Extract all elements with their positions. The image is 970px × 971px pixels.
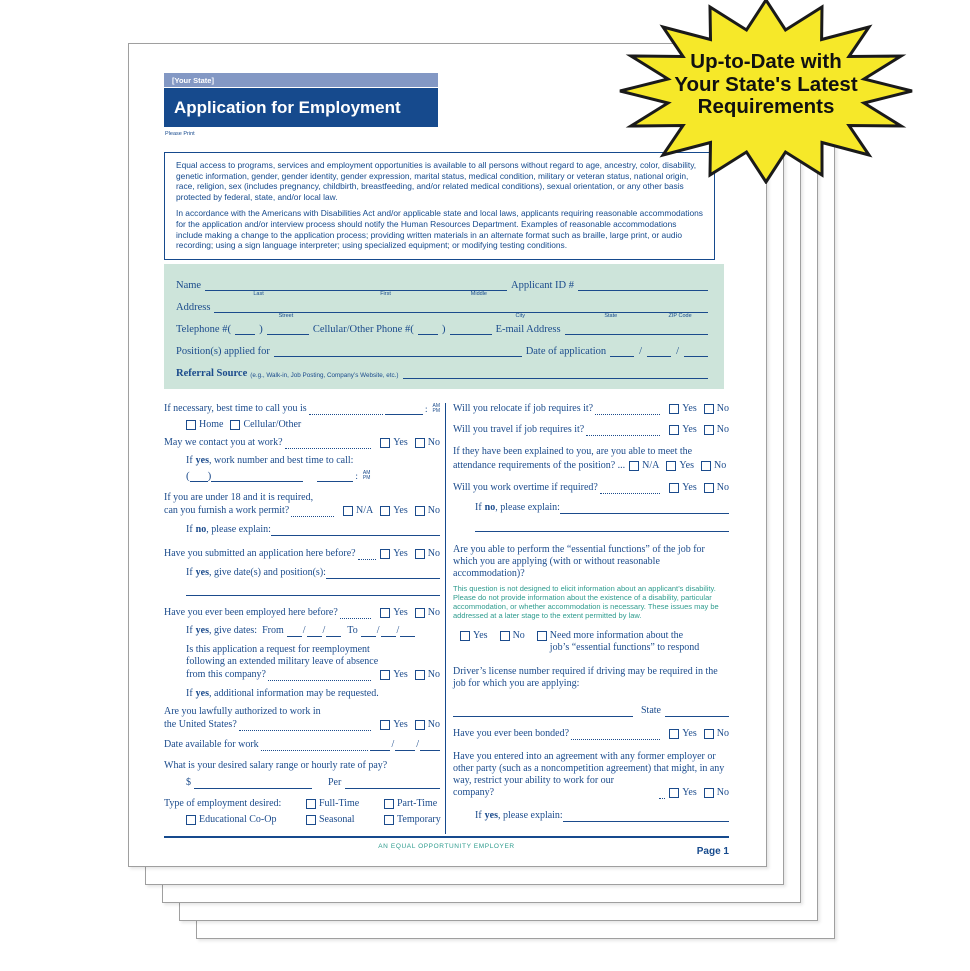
slash: / xyxy=(376,624,380,636)
date-month-field[interactable] xyxy=(610,345,634,357)
applicant-id-field[interactable] xyxy=(578,279,708,291)
checkbox-temporary[interactable] xyxy=(384,815,394,825)
checkbox-yes-label: Yes xyxy=(393,436,408,448)
work-number-fields xyxy=(186,470,440,482)
checkbox-no[interactable] xyxy=(701,461,711,471)
checkbox-yes[interactable] xyxy=(669,729,679,739)
checkbox-no[interactable] xyxy=(415,670,425,680)
question-text: the United States? xyxy=(164,718,237,730)
keyword-yes: yes xyxy=(195,454,210,466)
note-text: , additional information may be requested. xyxy=(209,687,379,699)
pm-label: PM xyxy=(432,408,440,415)
dotted-leader xyxy=(586,427,660,436)
address-sub-state: State xyxy=(604,312,618,319)
question-text: from this company? xyxy=(186,668,266,680)
work-number-field[interactable] xyxy=(211,473,303,482)
referral-label: Referral Source xyxy=(176,367,248,379)
checkbox-need-more-info-label xyxy=(550,630,699,654)
checkbox-no-label: No xyxy=(427,606,440,618)
checkbox-full-time-label: Full-Time xyxy=(319,797,360,809)
slash: / xyxy=(676,345,679,357)
slash: / xyxy=(391,738,395,750)
from-label: From xyxy=(262,624,284,636)
subquestion-permit-explain xyxy=(186,524,440,536)
state-label: State xyxy=(641,704,661,716)
question-text: Will you travel if job requires it? xyxy=(453,423,585,435)
address-label: Address xyxy=(176,301,211,313)
question-agreement-line2: other party (such as a noncompetition agreement) that might, in any xyxy=(453,762,725,774)
question-reemployment-line3 xyxy=(186,669,440,681)
license-state-field[interactable] xyxy=(665,708,729,717)
address-sub-city: City xyxy=(515,312,525,319)
checkbox-yes-label: Yes xyxy=(682,423,697,435)
dotted-leader xyxy=(309,406,383,415)
time-field[interactable] xyxy=(385,406,423,415)
address-row xyxy=(176,301,712,319)
applicant-id-label: Applicant ID # xyxy=(511,279,574,291)
work-area-field[interactable] xyxy=(190,473,208,482)
work-time-field[interactable] xyxy=(317,473,353,482)
subquestion-text: , please explain: xyxy=(495,501,560,513)
name-sub-first: First xyxy=(380,290,391,297)
overtime-explain-line2 xyxy=(475,523,729,532)
question-salary: What is your desired salary range or hourly rate of pay? xyxy=(164,759,388,771)
checkbox-yes-label: Yes xyxy=(682,402,697,414)
explain-field[interactable] xyxy=(271,527,440,536)
form-header xyxy=(164,73,438,127)
telephone-label: Telephone # xyxy=(176,323,228,335)
checkbox-no-label: No xyxy=(716,402,729,414)
dotted-leader xyxy=(261,742,369,751)
checkbox-yes-label: Yes xyxy=(682,727,697,739)
checkbox-no[interactable] xyxy=(415,549,425,559)
blank-line[interactable] xyxy=(186,587,440,596)
date-of-application-label: Date of application xyxy=(525,345,607,357)
question-lawful-line1: Are you lawfully authorized to work in xyxy=(164,705,321,717)
question-text: way, restrict your ability to work for our company? xyxy=(453,774,614,798)
question-overtime xyxy=(453,482,729,494)
questions-right-column xyxy=(445,403,729,834)
telephone-area-field[interactable] xyxy=(235,323,255,335)
checkbox-yes[interactable] xyxy=(669,788,679,798)
name-label: Name xyxy=(176,279,202,291)
positions-field[interactable] xyxy=(274,345,522,357)
dotted-leader xyxy=(595,406,660,415)
slash: / xyxy=(302,624,306,636)
need-info-line1: Need more information about the xyxy=(549,629,684,641)
question-text: Will you work overtime if required? xyxy=(453,481,598,493)
checkbox-yes[interactable] xyxy=(380,549,390,559)
checkbox-no-label: No xyxy=(427,436,440,448)
question-submitted-before xyxy=(164,548,440,560)
dates-positions-field[interactable] xyxy=(326,570,440,579)
subquestion-text: , work number and best time to call: xyxy=(209,454,354,466)
applicant-identity-section xyxy=(164,264,724,389)
salary-fields xyxy=(186,777,440,789)
keyword-yes: yes xyxy=(195,687,210,699)
question-text: Will you relocate if job requires it? xyxy=(453,402,594,414)
open-paren: ( xyxy=(227,322,232,335)
questions-area xyxy=(164,403,729,834)
agreement-explain-line2 xyxy=(475,832,729,834)
am-pm-label xyxy=(433,404,441,415)
dotted-leader xyxy=(600,485,660,494)
keyword-yes: yes xyxy=(484,809,499,821)
checkbox-seasonal-label: Seasonal xyxy=(319,813,355,825)
license-number-field[interactable] xyxy=(453,708,633,717)
checkbox-no[interactable] xyxy=(415,720,425,730)
close-paren: ) xyxy=(441,322,446,335)
to-day-field[interactable] xyxy=(381,628,396,637)
equal-opportunity-text: AN EQUAL OPPORTUNITY EMPLOYER xyxy=(378,842,515,850)
checkbox-cellular-other-label: Cellular/Other xyxy=(243,418,302,430)
question-date-available xyxy=(164,739,440,751)
to-label: To xyxy=(347,624,358,636)
checkbox-na-label: N/A xyxy=(355,504,374,516)
if-word: If xyxy=(475,809,482,821)
question-text: Have you ever been bonded? xyxy=(453,727,570,739)
from-month-field[interactable] xyxy=(287,628,302,637)
salary-period-field[interactable] xyxy=(345,780,440,789)
questions-left-column xyxy=(164,403,445,834)
question-text: May we contact you at work? xyxy=(164,436,283,448)
subquestion-text: , please explain: xyxy=(206,523,271,535)
checkbox-yes[interactable] xyxy=(666,461,676,471)
from-year-field[interactable] xyxy=(326,628,341,637)
position-row xyxy=(176,345,712,357)
address-field[interactable] xyxy=(214,301,708,319)
checkbox-yes[interactable] xyxy=(669,483,679,493)
if-word: If xyxy=(186,523,193,535)
if-word: If xyxy=(186,624,193,636)
slash: / xyxy=(322,624,326,636)
keyword-no: no xyxy=(195,523,207,535)
checkbox-part-time-label: Part-Time xyxy=(397,797,438,809)
if-word: If xyxy=(186,687,193,699)
slash: / xyxy=(639,345,643,357)
question-travel xyxy=(453,424,729,436)
name-row xyxy=(176,279,712,297)
starburst-badge xyxy=(618,0,914,188)
badge-line-1: Up-to-Date with xyxy=(690,50,842,73)
question-contact-at-work xyxy=(164,437,440,449)
phone-row xyxy=(176,323,712,335)
am-label: AM xyxy=(362,469,371,476)
footer-rule xyxy=(164,836,729,857)
avail-day-field[interactable] xyxy=(395,742,415,751)
checkbox-no[interactable] xyxy=(704,788,714,798)
name-field[interactable] xyxy=(205,279,507,297)
checkbox-yes[interactable] xyxy=(380,670,390,680)
page-number: Page 1 xyxy=(696,845,729,857)
date-year-field[interactable] xyxy=(684,345,708,357)
dotted-leader xyxy=(285,440,372,449)
positions-label: Position(s) applied for xyxy=(176,345,270,357)
question-text: Type of employment desired: xyxy=(164,797,282,809)
checkbox-yes-label: Yes xyxy=(393,718,408,730)
please-print-note: Please Print xyxy=(165,131,195,137)
question-work-permit-line2 xyxy=(164,505,440,517)
checkbox-no[interactable] xyxy=(415,506,425,516)
email-label: E-mail Address xyxy=(495,323,561,335)
state-tag-bar: [Your State] xyxy=(164,73,438,87)
dotted-leader xyxy=(291,508,334,517)
checkbox-yes-label: Yes xyxy=(393,547,408,559)
checkbox-no[interactable] xyxy=(704,404,714,414)
referral-hint: (e.g., Walk-in, Job Posting, Company’s Website, etc.) xyxy=(250,371,399,379)
checkbox-no-label: No xyxy=(716,786,729,798)
phone-type-checkboxes xyxy=(186,419,440,431)
open-paren: ( xyxy=(186,469,190,482)
to-year-field[interactable] xyxy=(400,628,415,637)
checkbox-yes[interactable] xyxy=(380,608,390,618)
question-text: Date available for work xyxy=(164,738,259,750)
checkbox-educational-coop[interactable] xyxy=(186,815,196,825)
colon: : xyxy=(424,403,428,414)
checkbox-educational-coop-label: Educational Co-Op xyxy=(199,813,277,825)
cellular-area-field[interactable] xyxy=(418,323,438,335)
question-essential-functions: Are you able to perform the “essential functions” of the job for which you are applying (with or without reasonable accommodation)? xyxy=(453,543,705,579)
avail-year-field[interactable] xyxy=(420,742,440,751)
question-attendance-line1: If they have been explained to you, are you able to meet the xyxy=(453,445,693,457)
notice-paragraph-1: Equal access to programs, services and employment opportunities is available to all persons without regard to age, ancestry, color, disability, genetic information, gender, gender identity, gender expression, marital status, medical condition, military or veteran status, national origin, race, religion, sex (includes pregnancy, childbirth, breastfeeding, and/or related medical conditions), sexual orientation, or any other basis protected by federal, state, and/or local law. xyxy=(176,160,697,202)
checkbox-yes[interactable] xyxy=(460,631,470,641)
email-field[interactable] xyxy=(565,323,708,335)
subquestion-employment-dates xyxy=(186,625,440,637)
badge-line-2: Your State's Latest xyxy=(674,72,858,96)
checkbox-no[interactable] xyxy=(415,438,425,448)
keyword-yes: yes xyxy=(195,624,210,636)
address-sub-zip: ZIP Code xyxy=(668,312,692,319)
slash: / xyxy=(396,624,400,636)
colon: : xyxy=(355,470,358,481)
checkbox-no[interactable] xyxy=(704,483,714,493)
essential-functions-options xyxy=(453,630,729,654)
blank-line[interactable] xyxy=(475,832,729,834)
if-word: If xyxy=(186,454,193,466)
per-label: Per xyxy=(328,776,342,788)
checkbox-no-label: No xyxy=(427,504,440,516)
question-best-time xyxy=(164,403,440,415)
essential-functions-note: This question is not designed to elicit information about an applicant’s disability. Please do not provide information about the existence of a disability, particular accommodation, or whether accommodation is necessary. These issues may be addressed at a later stage to the extent permitted by law. xyxy=(453,583,719,621)
question-bonded xyxy=(453,728,729,740)
question-text: Have you submitted an application here before? xyxy=(164,547,356,559)
checkbox-no[interactable] xyxy=(500,631,510,641)
subquestion-agreement-explain xyxy=(475,810,729,822)
need-info-line2: job’s “essential functions” to respond xyxy=(549,641,700,653)
checkbox-yes[interactable] xyxy=(380,720,390,730)
am-label: AM xyxy=(432,402,440,409)
checkbox-need-more-info[interactable] xyxy=(537,631,547,641)
checkbox-yes-label: Yes xyxy=(393,504,408,516)
checkbox-temporary-label: Temporary xyxy=(397,813,441,825)
dotted-leader xyxy=(340,610,371,619)
badge-text xyxy=(618,51,914,119)
from-day-field[interactable] xyxy=(307,628,322,637)
question-text: attendance requirements of the position? ... xyxy=(453,459,626,471)
checkbox-no-label: No xyxy=(716,727,729,739)
name-sub-last: Last xyxy=(253,290,264,297)
question-employed-before xyxy=(164,607,440,619)
note-additional-info xyxy=(186,688,440,700)
checkbox-yes-label: Yes xyxy=(393,668,408,680)
checkbox-yes-label: Yes xyxy=(682,786,697,798)
close-paren: ) xyxy=(259,322,263,335)
question-relocate xyxy=(453,403,729,415)
checkbox-yes[interactable] xyxy=(669,404,679,414)
question-text: Have you ever been employed here before? xyxy=(164,606,338,618)
question-agreement-line3 xyxy=(453,775,729,799)
badge-line-3: Requirements xyxy=(697,95,835,118)
explain-field[interactable] xyxy=(563,813,729,822)
date-day-field[interactable] xyxy=(647,345,671,357)
checkbox-no-label: No xyxy=(716,423,729,435)
avail-month-field[interactable] xyxy=(370,742,390,751)
slash: / xyxy=(416,738,419,750)
checkbox-yes-label: Yes xyxy=(473,629,488,641)
checkbox-no-label: No xyxy=(716,481,729,493)
form-title: Application for Employment xyxy=(164,88,438,127)
option-educational-coop xyxy=(164,814,306,826)
blank-line[interactable] xyxy=(475,523,729,532)
checkbox-yes[interactable] xyxy=(380,438,390,448)
to-month-field[interactable] xyxy=(361,628,376,637)
checkbox-no-label: No xyxy=(427,547,440,559)
option-full-time xyxy=(306,798,384,810)
checkbox-na[interactable] xyxy=(629,461,639,471)
subquestion-work-number xyxy=(186,455,440,467)
keyword-no: no xyxy=(484,501,496,513)
keyword-yes: yes xyxy=(195,566,210,578)
subquestion-overtime-explain xyxy=(475,502,729,514)
am-pm-label xyxy=(363,471,371,482)
checkbox-no-label: No xyxy=(512,629,525,641)
name-sub-middle: Middle xyxy=(470,290,487,297)
referral-row xyxy=(176,367,712,379)
question-text: If necessary, best time to call you is xyxy=(164,402,307,414)
dotted-leader xyxy=(358,551,377,560)
checkbox-no[interactable] xyxy=(415,608,425,618)
if-word: If xyxy=(475,501,482,513)
license-fields xyxy=(453,705,729,717)
dotted-leader xyxy=(239,722,371,731)
address-sub-street: Street xyxy=(278,312,294,319)
checkbox-no-label: No xyxy=(427,718,440,730)
question-text: can you furnish a work permit? xyxy=(164,504,290,516)
question-agreement-line1: Have you entered into an agreement with any former employer or xyxy=(453,750,716,762)
question-attendance-line2 xyxy=(453,460,729,472)
explain-field[interactable] xyxy=(560,505,729,514)
telephone-field[interactable] xyxy=(267,323,309,335)
checkbox-home-label: Home xyxy=(199,418,224,430)
pm-label: PM xyxy=(362,475,371,482)
checkbox-no-label: No xyxy=(427,668,440,680)
question-employment-type xyxy=(164,798,440,810)
question-reemployment-line2: following an extended military leave of absence xyxy=(186,655,379,667)
dollar-sign: $ xyxy=(186,776,191,788)
referral-field[interactable] xyxy=(403,367,708,379)
checkbox-na-label: N/A xyxy=(642,459,660,471)
cellular-field[interactable] xyxy=(450,323,492,335)
subquestion-text: , please explain: xyxy=(498,809,563,821)
notice-paragraph-2: In accordance with the Americans with Disabilities Act and/or applicable state and local laws, applicants requiring reasonable accommodations for the application and/or interview process should notify the Human Resources Department. Examples of reasonable accommodations include making a change to the application process; providing written materials in an alternate format such as braille, large print, or audio recording; using a sign language interpreter; using specialized equipment; or modifying testing conditions. xyxy=(176,208,703,251)
checkbox-cellular-other[interactable] xyxy=(230,420,240,430)
checkbox-yes[interactable] xyxy=(669,425,679,435)
option-temporary xyxy=(384,814,441,826)
checkbox-no-label: No xyxy=(713,459,727,471)
checkbox-na[interactable] xyxy=(343,506,353,516)
option-seasonal xyxy=(306,814,384,826)
close-paren: ) xyxy=(207,469,212,482)
dotted-leader xyxy=(268,672,371,681)
salary-amount-field[interactable] xyxy=(194,780,312,789)
dotted-leader xyxy=(659,790,665,799)
if-word: If xyxy=(186,566,193,578)
dates-positions-field-line2 xyxy=(186,587,440,596)
open-paren: ( xyxy=(410,322,414,335)
question-lawful-line2 xyxy=(164,719,440,731)
question-reemployment-line1: Is this application a request for reemployment xyxy=(186,643,370,655)
checkbox-home[interactable] xyxy=(186,420,196,430)
checkbox-yes-label: Yes xyxy=(682,481,697,493)
subquestion-text: , give dates: xyxy=(209,624,258,636)
checkbox-yes[interactable] xyxy=(380,506,390,516)
checkbox-part-time[interactable] xyxy=(384,799,394,809)
dotted-leader xyxy=(571,731,660,740)
checkbox-yes-label: Yes xyxy=(679,459,694,471)
question-employment-type-row2 xyxy=(164,814,440,826)
subquestion-text: , give date(s) and position(s): xyxy=(209,566,326,578)
question-drivers-license: Driver’s license number required if driving may be required in the job for which you are applying: xyxy=(453,665,718,689)
checkbox-yes-label: Yes xyxy=(393,606,408,618)
subquestion-dates-positions xyxy=(186,567,440,579)
cellular-label: Cellular/Other Phone # xyxy=(312,323,411,335)
option-part-time xyxy=(384,798,437,810)
checkbox-seasonal[interactable] xyxy=(306,815,316,825)
checkbox-no[interactable] xyxy=(704,425,714,435)
question-work-permit-line1: If you are under 18 and it is required, xyxy=(164,491,314,503)
checkbox-full-time[interactable] xyxy=(306,799,316,809)
checkbox-no[interactable] xyxy=(704,729,714,739)
